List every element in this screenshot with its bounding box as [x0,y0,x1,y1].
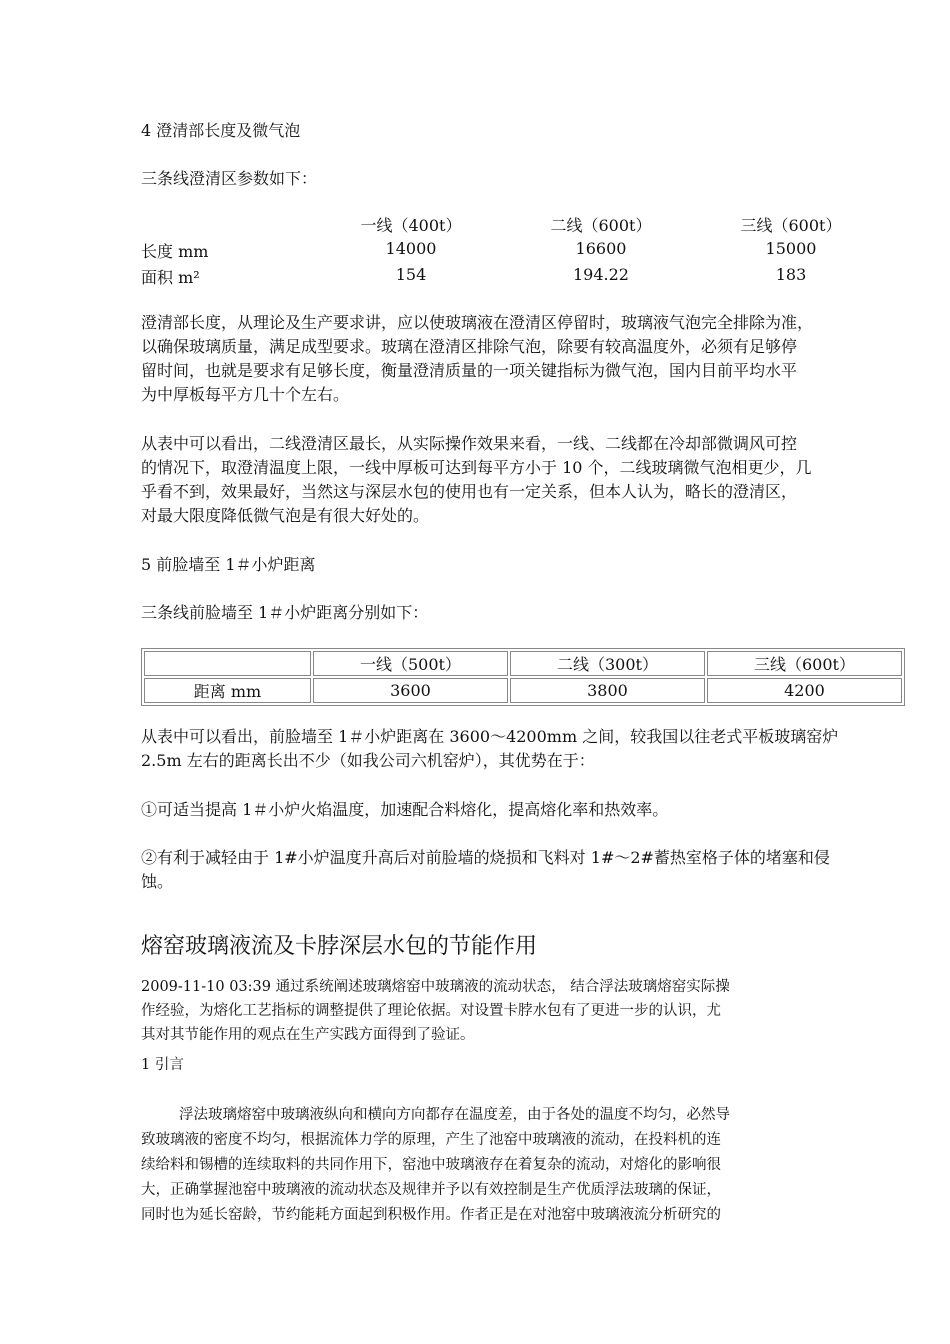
front-wall-distance-table [141,648,905,706]
section1-heading: 1 引言 [141,1057,184,1073]
table-header-cell [144,651,311,676]
text-line: 乎看不到，效果最好，当然这与深层水包的使用也有一定关系，但本人认为，略长的澄清区， [141,482,798,501]
text-line: 2.5m 左右的距离长出不少（如我公司六机窑炉），其优势在于： [141,751,595,770]
text-line: 为中厚板每平方几十个左右。 [141,385,350,404]
text-line: 以确保玻璃质量，满足成型要求。玻璃在澄清区排除气泡，除要有较高温度外，必须有足够停 [141,337,798,356]
section4-paragraph-2 [141,432,812,528]
section5-intro: 三条线前脸墙至 1＃小炉距离分别如下： [141,603,429,622]
text-line: 续给料和锡槽的连续取料的共同作用下，窑池中玻璃液存在着复杂的流动，对熔化的影响很 [141,1157,721,1173]
section5-paragraph-1 [141,725,838,773]
table-cell: 14000 [385,239,437,258]
text-line: 对最大限度降低微气泡是有很大好处的。 [141,506,430,525]
table-cell: 15000 [765,239,817,258]
text-line: 的情况下，取澄清温度上限，一线中厚板可达到每平方小于 10 个，二线玻璃微气泡相更少，几 [141,458,812,477]
table-header-row [144,651,902,676]
text-line: 同时也为延长窑龄，节约能耗方面起到积极作用。作者正是在对池窑中玻璃液流分析研究的 [141,1207,721,1223]
text-line: ②有利于减轻由于 1#小炉温度升高后对前脸墙的烧损和飞料对 1#～2#蓄热室格子体的堵塞和侵 [141,848,830,867]
text-line: 大，正确掌握池窑中玻璃液的流动状态及规律并予以有效控制是生产优质浮法玻璃的保证， [141,1182,721,1198]
table-row [144,678,902,703]
table-header-cell: 一线（500t） [313,651,508,676]
section4-paragraph-1 [141,311,813,407]
text-line: 留时间，也就是要求有足够长度，衡量澄清质量的一项关键指标为微气泡，国内目前平均水平 [141,361,798,380]
text-line: 从表中可以看出，前脸墙至 1＃小炉距离在 3600～4200mm 之间，较我国以往老式平板玻璃窑炉 [141,727,839,746]
text-line: 致玻璃液的密度不均匀，根据流体力学的原理，产生了池窑中玻璃液的流动，在投料机的连 [141,1132,721,1148]
advantage-item-1: ①可适当提高 1＃小炉火焰温度，加速配合料熔化，提高熔化率和热效率。 [141,800,669,819]
article-title: 熔窑玻璃液流及卡脖深层水包的节能作用 [141,934,538,959]
table-cell: 183 [775,265,807,284]
text-line: 浮法玻璃熔窑中玻璃液纵向和横向方向都存在温度差，由于各处的温度不均匀，必然导 [179,1107,730,1123]
section4-heading: 4 澄清部长度及微气泡 [141,121,301,140]
text-line: 从表中可以看出，二线澄清区最长，从实际操作效果来看，一线、二线都在冷却部微调风可控 [141,434,798,453]
article-abstract [141,975,730,1047]
table-cell: 194.22 [573,265,629,284]
row-label: 面积 m² [141,268,200,287]
advantage-item-2 [141,846,830,894]
table-header-cell: 二线（300t） [510,651,705,676]
table-header-cell: 一线（400t） [360,216,462,235]
table-header-cell: 二线（600t） [550,216,652,235]
section5-heading: 5 前脸墙至 1＃小炉距离 [141,555,316,574]
row-label: 长度 mm [141,242,209,261]
table-header-cell: 三线（600t） [707,651,902,676]
table-cell: 4200 [707,678,902,703]
row-label: 距离 mm [144,678,311,703]
table-header-cell: 三线（600t） [740,216,842,235]
table-cell: 154 [395,265,427,284]
text-line: 澄清部长度，从理论及生产要求讲，应以使玻璃液在澄清区停留时，玻璃液气泡完全排除为准， [141,313,814,332]
table-cell: 3600 [313,678,508,703]
table-cell: 3800 [510,678,705,703]
table-cell: 16600 [575,239,627,258]
introduction-paragraph [141,1103,730,1228]
text-line: 2009-11-10 03:39 通过系统阐述玻璃熔窑中玻璃液的流动状态， 结合浮法玻璃熔窑实际操 [141,979,730,995]
text-line: 蚀。 [141,872,174,891]
section4-intro: 三条线澄清区参数如下： [141,169,318,188]
text-line: 其对其节能作用的观点在生产实践方面得到了验证。 [141,1027,475,1043]
text-line: 作经验，为熔化工艺指标的调整提供了理论依据。对设置卡脖水包有了更进一步的认识，尤 [141,1003,721,1019]
